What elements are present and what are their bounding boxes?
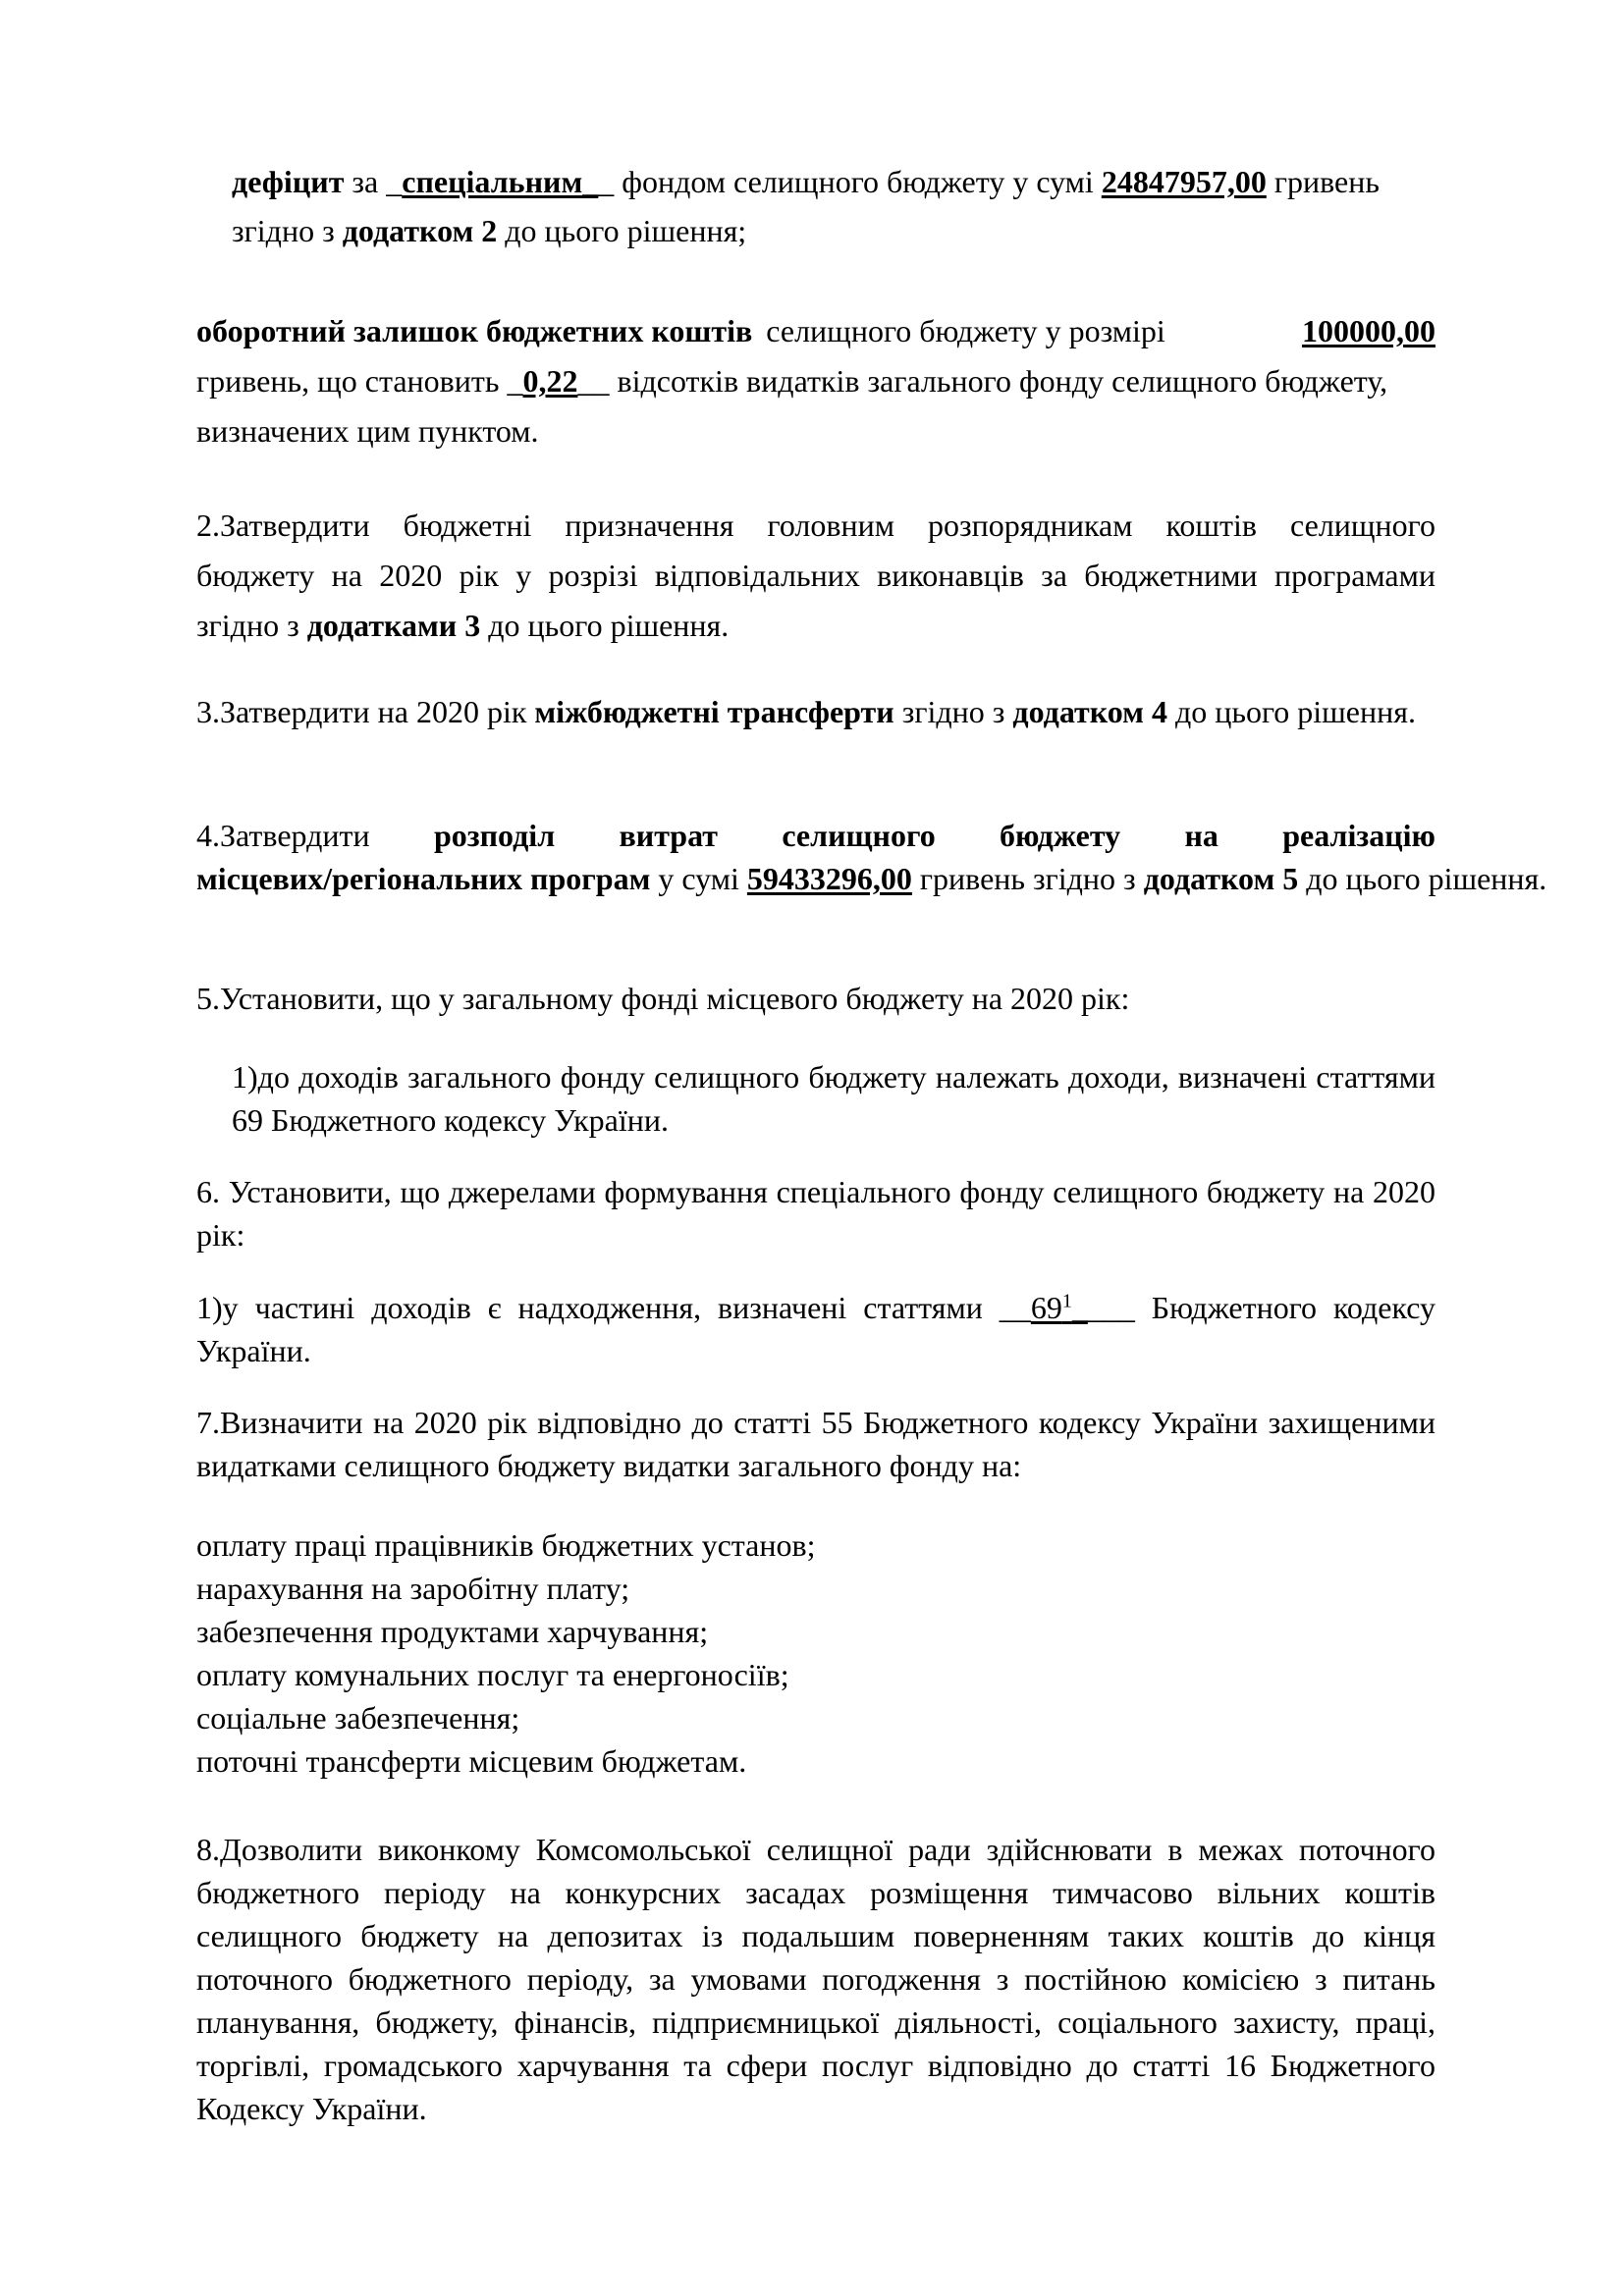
appendix-ref: додатком 2 (342, 213, 498, 248)
text-run: до цього рішення. (1298, 861, 1547, 896)
paragraph-5: 5.Установити, що у загальному фонді місцевого бюджету на 2020 рік: (196, 981, 1130, 1016)
appendix-ref: додатком 4 (1012, 694, 1167, 729)
text-run: за _ (344, 164, 403, 199)
protected-expenses-list (196, 1523, 1435, 1783)
text-run: визначених цим пунктом. (196, 413, 539, 449)
list-item: поточні трансферти місцевим бюджетам. (196, 1743, 747, 1779)
deficit-term: дефіцит (232, 164, 345, 199)
working-balance-amount: 100000,00 (1302, 313, 1435, 348)
text-run: __ відсотків видатків загального фонду селищного бюджету, (577, 363, 1388, 399)
paragraph-6: 6. Установити, що джерелами формування спеціального фонду селищного бюджету на 2020 рік: (196, 1174, 1435, 1253)
text-run: 2.Затвердити бюджетні призначення головним розпорядникам коштів селищного (196, 507, 1435, 543)
list-item: нарахування на заробітну плату; (196, 1571, 630, 1606)
deficit-paragraph (232, 157, 1435, 255)
text-run: 3.Затвердити на 2020 рік (196, 694, 535, 729)
text-run: _ (1071, 1290, 1088, 1325)
list-item: забезпечення продуктами харчування; (196, 1614, 709, 1649)
paragraph-7: 7.Визначити на 2020 рік відповідно до статті 55 Бюджетного кодексу України захищеними видатками селищного бюджету видатки загального фонду на: (196, 1405, 1435, 1483)
article-superscript: 1 (1061, 1290, 1072, 1312)
text-run: ___ Бюджетного кодексу України. (196, 1290, 1436, 1368)
paragraph-5-subitem: 1)до доходів загального фонду селищного бюджету належать доходи, визначені статтями 69 Бюджетного кодексу України. (232, 1059, 1435, 1138)
text-run: реалізацію (1282, 818, 1435, 853)
list-item: оплату комунальних послуг та енергоносіїв; (196, 1657, 789, 1692)
text-run: згідно з (893, 694, 1013, 729)
text-run: витрат (619, 818, 718, 853)
working-balance-term: оборотний залишок бюджетних коштів (196, 313, 753, 348)
text-run: селищного (782, 818, 936, 853)
text-run: бюджету (1000, 818, 1121, 853)
text-run: до цього рішення. (1166, 694, 1416, 729)
special-fund-value: спеціальним_ (402, 164, 599, 199)
text-run: селищного бюджету у розмірі (766, 313, 1165, 348)
text-run: до цього рішення; (497, 213, 747, 248)
appendix-ref: додатком 5 (1143, 861, 1299, 896)
text-run: 1)у частині доходів є надходження, визначені статтями __ (196, 1290, 1031, 1325)
list-item: соціальне забезпечення; (196, 1700, 520, 1735)
text-run: до цього рішення. (480, 608, 730, 643)
percent-value: 0,22 (522, 363, 578, 399)
text-run: на (1184, 818, 1218, 853)
text-run: 4.Затвердити (196, 818, 370, 853)
paragraph-6-subitem (196, 1286, 1435, 1372)
text-run: у сумі (650, 861, 747, 896)
deficit-amount: 24847957,00 (1101, 164, 1267, 199)
text-run: розподіл (433, 818, 556, 853)
paragraph-4 (196, 814, 1547, 900)
paragraph-3 (196, 690, 1435, 733)
programs-term: місцевих/регіональних програм (196, 861, 651, 896)
text-run: гривень (1266, 164, 1380, 199)
article-number: 69 (1030, 1290, 1062, 1325)
text-run: гривень, що становить _ (196, 363, 523, 399)
transfers-term: міжбюджетні трансферти (534, 694, 894, 729)
list-item: оплату праці працівників бюджетних установ; (196, 1527, 816, 1563)
text-run: гривень згідно з (911, 861, 1144, 896)
programs-amount: 59433296,00 (746, 861, 912, 896)
text-run: _ фондом селищного бюджету у сумі (598, 164, 1102, 199)
paragraph-8: 8.Дозволити виконкому Комсомольської селищної ради здійснювати в межах поточного бюджетного періоду на конкурсних засадах розміщення тимчасово вільних коштів селищного бюджету на депозитах із подальшим поверненням таких коштів до кінця поточного бюджетного періоду, за умовами погодження з постійною комісією з питань планування, бюджету, фінансів, підприємницької діяльності, соціального захисту, праці, торгівлі, громадського харчування та сфери послуг відповідно до статті 16 Бюджетного Кодексу України. (196, 1832, 1435, 2126)
working-balance-paragraph (196, 306, 1435, 456)
text-run: згідно з (196, 608, 307, 643)
text-run: згідно з (232, 213, 343, 248)
appendix-ref: додатками 3 (306, 608, 481, 643)
paragraph-2 (196, 501, 1435, 651)
text-run: бюджету на 2020 рік у розрізі відповідальних виконавців за бюджетними програмами (196, 558, 1435, 593)
